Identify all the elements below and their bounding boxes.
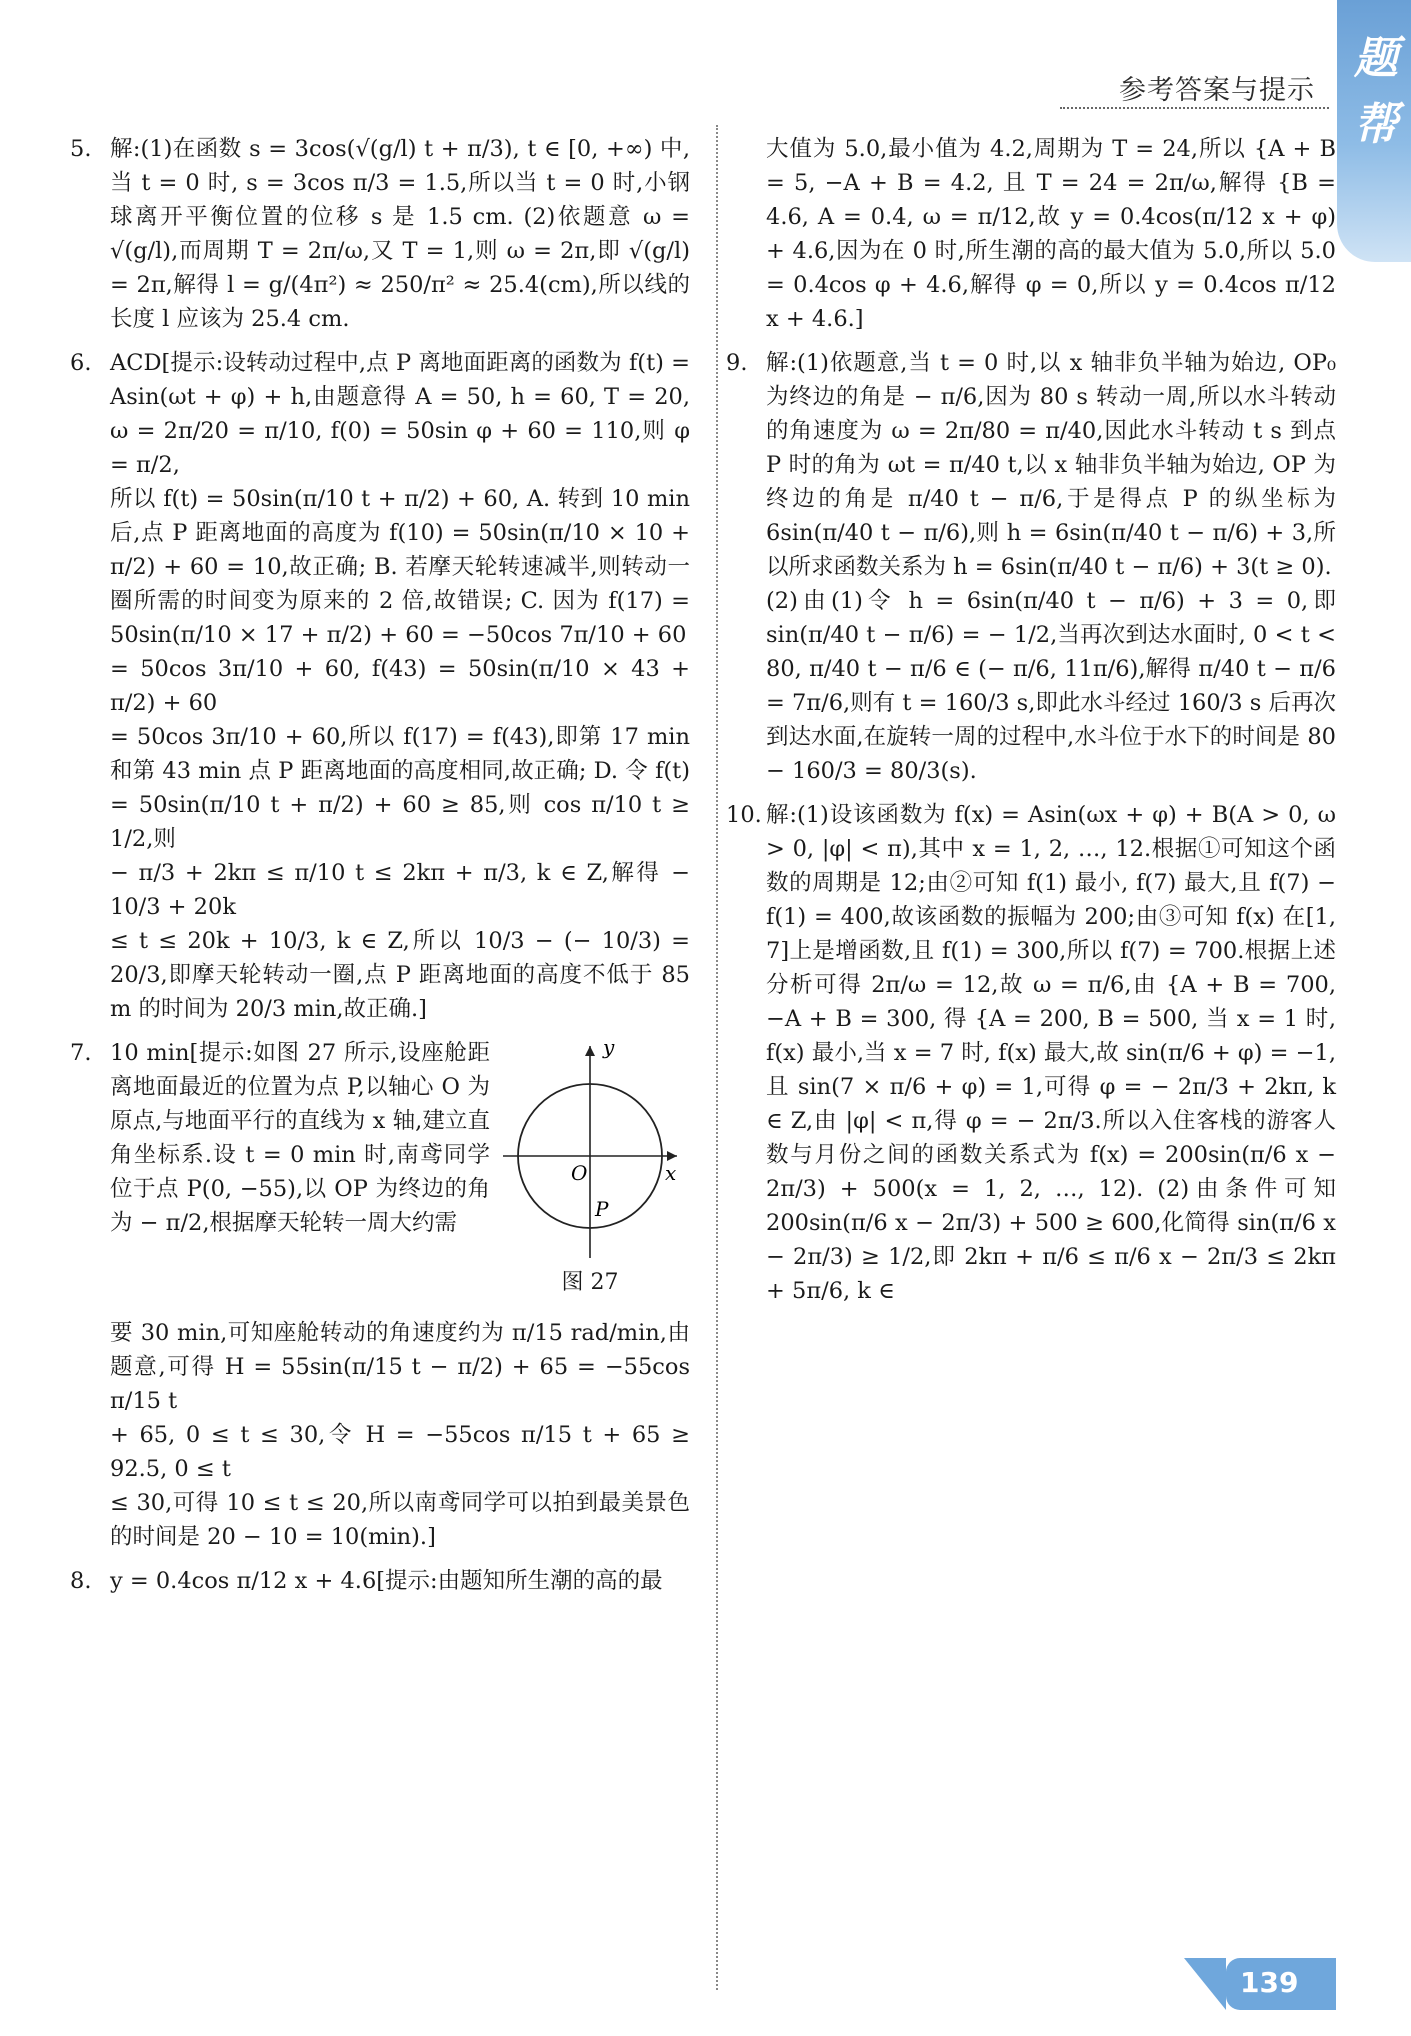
origin-label: O bbox=[571, 1161, 588, 1185]
y-axis-arrow bbox=[585, 1046, 595, 1056]
point-p-label: P bbox=[595, 1197, 609, 1221]
item-number: 10. bbox=[726, 802, 762, 828]
x-axis-label: x bbox=[665, 1161, 677, 1185]
item-number: 7. bbox=[70, 1040, 92, 1066]
answer-item-10 bbox=[726, 798, 1336, 1308]
item-text: 解:(1)设该函数为 f(x) = Asin(ωx + φ) + B(A > 0, ω > 0, |φ| < π),其中 x = 1, 2, …, 12.根据①可知这个函数的周期是 12;由②可知 f(1) 最小, f(7) 最大,且 f(7) − f(1) = 400,故该函数的振幅为 200;由③可知 f(x) 在[1, 7]上是增函数,且 f(1) = 300,所以 f(7) = 700.根据上述分析可得 2π/ω = 12,故 ω = π/6,由 {A + B = 700, −A + B = 300, 得 {A = 200, B = 500, 当 x = 1 时, f(x) 最小,当 x = 7 时, f(x) 最大,故 sin(π/6 + φ) = −1,且 sin(7 × π/6 + φ) = 1,可得 φ = − 2π/3 + 2kπ, k ∈ Z,由 |φ| < π,得 φ = − 2π/3.所以入住客栈的游客人数与月份之间的函数关系式为 f(x) = 200sin(π/6 x − 2π/3) + 500(x = 1, 2, …, 12). (2)由条件可知 200sin(π/6 x − 2π/3) + 500 ≥ 600,化简得 sin(π/6 x − 2π/3) ≥ 1/2,即 2kπ + π/6 ≤ π/6 x − 2π/3 ≤ 2kπ + 5π/6, k ∈ bbox=[766, 802, 1336, 1304]
column-divider bbox=[716, 125, 718, 1990]
answer-item-5 bbox=[70, 132, 690, 336]
item-text: ACD[提示:设转动过程中,点 P 离地面距离的函数为 f(t) = Asin(ωt + φ) + h,由题意得 A = 50, h = 60, T = 20, ω = 2π/20 = π/10, f(0) = 50sin φ + 60 = 110,则 φ = π/2, 所以 f(t) = 50sin(π/10 t + π/2) + 60, A. 转到 10 min 后,点 P 距离地面的高度为 f(10) = 50sin(π/10 × 10 + π/2) + 60 = 10,故正确; B. 若摩天轮转速减半,则转动一圈所需的时间变为原来的 2 倍,故错误; C. 因为 f(17) = 50sin(π/10 × 17 + π/2) + 60 = −50cos 7π/10 + 60 = 50cos 3π/10 + 60, f(43) = 50sin(π/10 × 43 + π/2) + 60 = 50cos 3π/10 + 60,所以 f(17) = f(43),即第 17 min 和第 43 min 点 P 距离地面的高度相同,故正确; D. 令 f(t) = 50sin(π/10 t + π/2) + 60 ≥ 85,则 cos π/10 t ≥ 1/2,则 − π/3 + 2kπ ≤ π/10 t ≤ 2kπ + π/3, k ∈ Z,解得 − 10/3 + 20k ≤ t ≤ 20k + 10/3, k ∈ Z,所以 10/3 − (− 10/3) = 20/3,即摩天轮转动一圈,点 P 距离地面的高度不低于 85 m 的时间为 20/3 min,故正确.] bbox=[110, 350, 690, 1022]
answer-item-6 bbox=[70, 346, 690, 1026]
item-number: 5. bbox=[70, 136, 92, 162]
item-number: 6. bbox=[70, 350, 92, 376]
item-text: 解:(1)在函数 s = 3cos(√(g/l) t + π/3), t ∈ [0, +∞) 中,当 t = 0 时, s = 3cos π/3 = 1.5,所以当 t = 0 时,小钢球离开平衡位置的位移 s 是 1.5 cm. (2)依题意 ω = √(g/l),而周期 T = 2π/ω,又 T = 1,则 ω = 2π,即 √(g/l) = 2π,解得 l = g/(4π²) ≈ 250/π² ≈ 25.4(cm),所以线的长度 l 应该为 25.4 cm. bbox=[110, 136, 690, 332]
page-number: 139 bbox=[1240, 1966, 1299, 1999]
side-tab-char-2: 帮 bbox=[1354, 99, 1398, 150]
y-axis-label: y bbox=[603, 1036, 615, 1059]
header-title: 参考答案与提示 bbox=[1119, 75, 1315, 106]
item-text: 10 min[提示:如图 27 所示,设座舱距离地面最近的位置为点 P,以轴心 O 为原点,与地面平行的直线为 x 轴,建立直角坐标系.设 t = 0 min 时,南鸢同学位于点 P(0, −55),以 OP 为终边的角为 − π/2,根据摩天轮转一周大约需 bbox=[110, 1040, 490, 1236]
answer-item-7 bbox=[70, 1036, 690, 1306]
left-column bbox=[70, 132, 690, 1608]
header-rule bbox=[1060, 107, 1329, 109]
side-tab bbox=[1337, 0, 1411, 262]
item-text: y = 0.4cos π/12 x + 4.6[提示:由题知所生潮的高的最 bbox=[110, 1568, 663, 1594]
figure-caption: 图 27 bbox=[561, 1270, 619, 1295]
item-number: 8. bbox=[70, 1568, 92, 1594]
answer-item-7-continued: 要 30 min,可知座舱转动的角速度约为 π/15 rad/min,由题意,可得 H = 55sin(π/15 t − π/2) + 65 = −55cos π/15 t + 65, 0 ≤ t ≤ 30,令 H = −55cos π/15 t + 65 ≥ 92.5, 0 ≤ t ≤ 30,可得 10 ≤ t ≤ 20,所以南鸢同学可以拍到最美景色的时间是 20 − 10 = 10(min).] bbox=[110, 1320, 690, 1550]
answer-item-8-continued: 大值为 5.0,最小值为 4.2,周期为 T = 24,所以 {A + B = 5, −A + B = 4.2, 且 T = 24 = 2π/ω,解得 {B = 4.6, A = 0.4, ω = π/12,故 y = 0.4cos(π/12 x + φ) + 4.6,因为在 0 时,所生潮的高的最大值为 5.0,所以 5.0 = 0.4cos φ + 4.6,解得 φ = 0,所以 y = 0.4cos π/12 x + 4.6.] bbox=[766, 136, 1336, 332]
page-number-badge bbox=[1226, 1958, 1336, 2010]
item-number: 9. bbox=[726, 350, 748, 376]
coordinate-circle-diagram bbox=[495, 1036, 685, 1262]
answer-item-9 bbox=[726, 346, 1336, 788]
answer-item-8 bbox=[70, 1564, 690, 1598]
side-tab-char-1: 题 bbox=[1354, 33, 1398, 84]
right-column bbox=[726, 132, 1336, 1318]
x-axis-arrow bbox=[667, 1151, 677, 1161]
figure-27 bbox=[490, 1036, 690, 1306]
item-text: 解:(1)依题意,当 t = 0 时,以 x 轴非负半轴为始边, OP₀ 为终边的角是 − π/6,因为 80 s 转动一周,所以水斗转动的角速度为 ω = 2π/80 = π/40,因此水斗转动 t s 到点 P 时的角为 ωt = π/40 t,以 x 轴非负半轴为始边, OP 为终边的角是 π/40 t − π/6,于是得点 P 的纵坐标为 6sin(π/40 t − π/6),则 h = 6sin(π/40 t − π/6) + 3,所以所求函数关系为 h = 6sin(π/40 t − π/6) + 3(t ≥ 0). (2)由(1)令 h = 6sin(π/40 t − π/6) + 3 = 0,即 sin(π/40 t − π/6) = − 1/2,当再次到达水面时, 0 < t < 80, π/40 t − π/6 ∈ (− π/6, 11π/6),解得 π/40 t − π/6 = 7π/6,则有 t = 160/3 s,即此水斗经过 160/3 s 后再次到达水面,在旋转一周的过程中,水斗位于水下的时间是 80 − 160/3 = 80/3(s). bbox=[766, 350, 1336, 784]
